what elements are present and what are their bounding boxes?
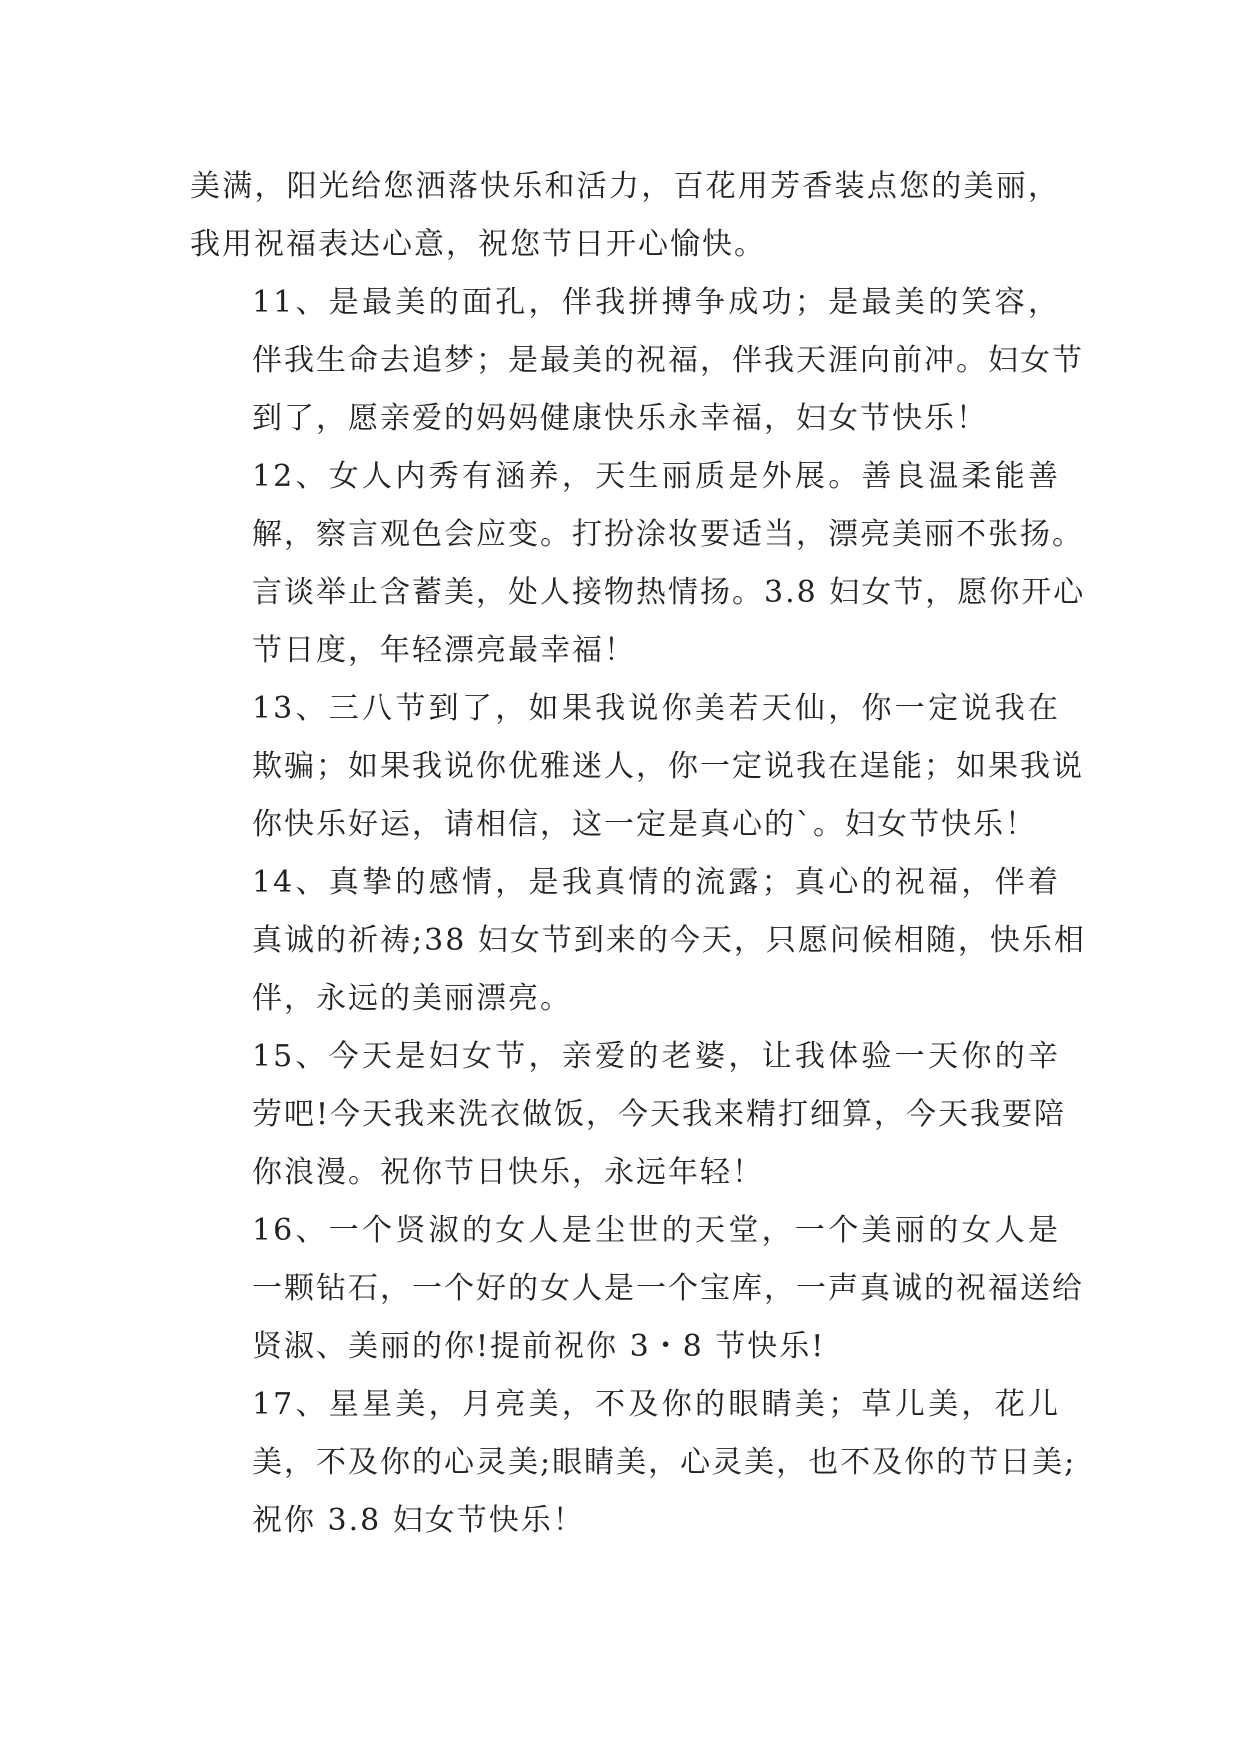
text-line: 我用祝福表达心意，祝您节日开心愉快。 — [190, 227, 766, 262]
paragraph-15 — [190, 1028, 1067, 1202]
text-line: 你快乐好运，请相信，这一定是真心的`。妇女节快乐！ — [252, 807, 1037, 842]
text-line: 13、三八节到了，如果我说你美若天仙，你一定说我在 — [252, 691, 1060, 726]
paragraph-16 — [190, 1202, 1084, 1376]
text-line: 欺骗；如果我说你优雅迷人，你一定说我在逞能；如果我说 — [252, 749, 1084, 784]
text-line: 言谈举止含蓄美，处人接物热情扬。3.8 妇女节，愿你开心 — [252, 575, 1086, 610]
text-line: 17、星星美，月亮美，不及你的眼睛美；草儿美，花儿 — [252, 1387, 1060, 1422]
paragraph-continuation — [190, 158, 1060, 274]
text-line: 14、真挚的感情，是我真情的流露；真心的祝福，伴着 — [252, 865, 1060, 900]
text-line: 真诚的祈祷;38 妇女节到来的今天，只愿问候相随，快乐相 — [252, 923, 1086, 958]
paragraph-11 — [190, 274, 1084, 448]
text-line: 祝你 3.8 妇女节快乐！ — [252, 1503, 585, 1538]
text-line: 伴，永远的美丽漂亮。 — [252, 981, 572, 1016]
text-line: 解，察言观色会应变。打扮涂妆要适当，漂亮美丽不张扬。 — [252, 517, 1084, 552]
text-line: 美，不及你的心灵美;眼睛美，心灵美，也不及你的节日美; — [252, 1445, 1077, 1480]
document-body — [190, 158, 1086, 1550]
text-line: 贤淑、美丽的你!提前祝你 3・8 节快乐! — [252, 1329, 826, 1364]
paragraph-13 — [190, 680, 1084, 854]
text-line: 11、是最美的面孔，伴我拼搏争成功；是最美的笑容， — [252, 285, 1060, 320]
paragraph-17 — [190, 1376, 1077, 1550]
text-line: 劳吧!今天我来洗衣做饭，今天我来精打细算，今天我要陪 — [252, 1097, 1067, 1132]
text-line: 美满，阳光给您洒落快乐和活力，百花用芳香装点您的美丽， — [190, 169, 1060, 204]
text-line: 你浪漫。祝你节日快乐，永远年轻！ — [252, 1155, 764, 1190]
text-line: 一颗钻石，一个好的女人是一个宝库，一声真诚的祝福送给 — [252, 1271, 1084, 1306]
text-line: 节日度，年轻漂亮最幸福！ — [252, 633, 636, 668]
text-line: 15、今天是妇女节，亲爱的老婆，让我体验一天你的辛 — [252, 1039, 1060, 1074]
text-line: 到了，愿亲爱的妈妈健康快乐永幸福，妇女节快乐！ — [252, 401, 988, 436]
paragraph-12 — [190, 448, 1086, 680]
paragraph-14 — [190, 854, 1086, 1028]
text-line: 16、一个贤淑的女人是尘世的天堂，一个美丽的女人是 — [252, 1213, 1060, 1248]
text-line: 12、女人内秀有涵养，天生丽质是外展。善良温柔能善 — [252, 459, 1060, 494]
text-line: 伴我生命去追梦；是最美的祝福，伴我天涯向前冲。妇女节 — [252, 343, 1084, 378]
